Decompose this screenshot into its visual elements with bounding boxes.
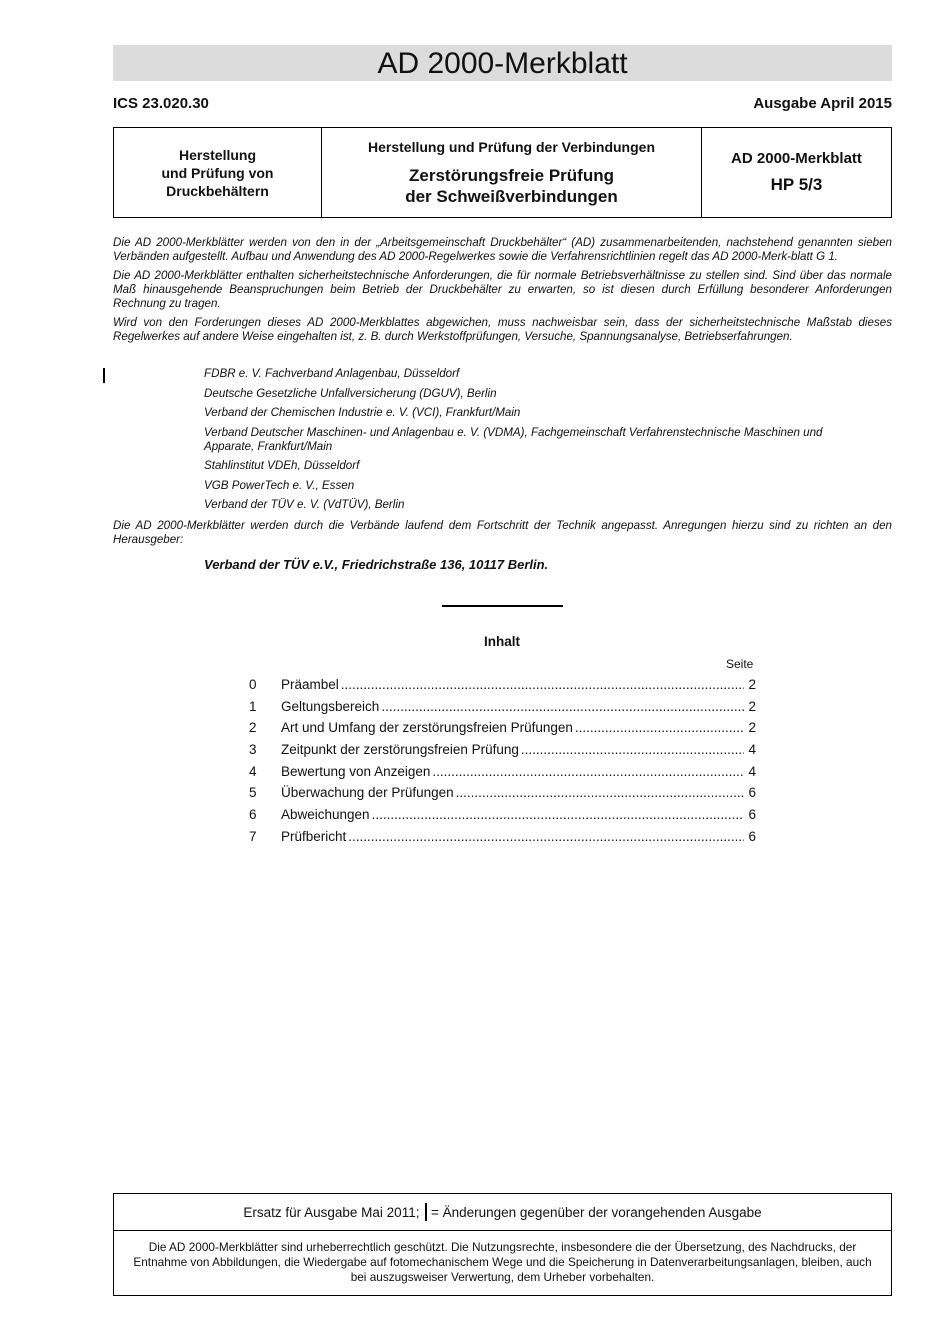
intro-closing: Die AD 2000-Merkblätter werden durch die Verbände laufend dem Fortschritt der Technik angepasst. Anregungen hierzu sind zu richten an den Herausgeber: — [113, 519, 892, 546]
category-line: Druckbehältern — [166, 182, 269, 199]
toc-number: 2 — [249, 720, 257, 736]
toc-leader — [372, 807, 744, 822]
change-marker — [425, 1203, 427, 1221]
toc-number: 7 — [249, 828, 257, 844]
ics-code: ICS 23.020.30 — [113, 95, 209, 112]
toc-number: 0 — [249, 677, 257, 692]
toc-title: Präambel — [281, 677, 339, 692]
subject-title-line: Zerstörungsfreie Prüfung — [409, 165, 614, 185]
intro-paragraph: Die AD 2000-Merkblätter werden von den in der „Arbeitsgemeinschaft Druckbehälter“ (AD) zusammenarbeitenden, nachstehend genannten sieben Verbänden aufgestellt. Aufbau und Anwendung des AD 2000-Regelwerkes sowie die Verfahrensrichtlinien regelt das AD 2000-Merk-blatt G 1. — [113, 236, 892, 263]
toc-number: 4 — [249, 763, 257, 779]
toc-title: Geltungsbereich — [281, 698, 380, 714]
toc-page-label: Seite — [726, 657, 754, 671]
table-of-contents — [249, 677, 756, 851]
toc-entry[interactable] — [249, 677, 756, 699]
sheet-number: HP 5/3 — [770, 175, 823, 194]
toc-title: Art und Umfang der zerstörungsfreien Prüfungen — [281, 720, 573, 736]
subject-title-line: der Schweißverbindungen — [405, 186, 618, 206]
association-item: Verband Deutscher Maschinen- und Anlagenbau e. V. (VDMA), Fachgemeinschaft Verfahrenstechnische Maschinen und Apparate, Frankfurt/Main — [204, 425, 823, 453]
category-line: Herstellung — [178, 146, 256, 163]
toc-entry[interactable] — [249, 764, 756, 786]
sheet-series: AD 2000-Merkblatt — [731, 150, 862, 167]
copyright-note: Die AD 2000-Merkblätter sind urheberrechtlich geschützt. Die Nutzungsrechte, insbesondere die der Übersetzung, des Nachdrucks, der Entnahme von Abbildungen, die Wiedergabe auf fotomechanischem Wege und die Speicherung in Datenverarbeitungsanlagen, bleiben, auch bei auszugsweiser Verwertung, dem Urheber vorbehalten. — [133, 1240, 872, 1284]
toc-title: Überwachung der Prüfungen — [281, 785, 454, 801]
intro-text — [113, 236, 892, 349]
toc-leader — [575, 720, 744, 735]
toc-entry[interactable] — [249, 742, 756, 764]
sheet-id-cell — [702, 128, 891, 217]
toc-title: Zeitpunkt der zerstörungsfreien Prüfung — [281, 742, 519, 758]
separator-line — [442, 605, 563, 607]
category-line: und Prüfung von — [161, 164, 274, 181]
toc-leader — [432, 764, 744, 779]
toc-page: 6 — [748, 807, 756, 823]
toc-entry[interactable] — [249, 699, 756, 721]
toc-page: 2 — [748, 698, 756, 714]
association-list — [204, 367, 884, 518]
toc-number: 1 — [249, 698, 257, 714]
publisher-address: Verband der TÜV e.V., Friedrichstraße 136, 10117 Berlin. — [204, 557, 549, 572]
toc-heading: Inhalt — [484, 634, 520, 649]
toc-page: 6 — [748, 828, 756, 844]
toc-entry[interactable] — [249, 829, 756, 851]
toc-page: 2 — [748, 720, 756, 736]
edition-label: Ausgabe April 2015 — [753, 95, 892, 112]
toc-entry[interactable] — [249, 720, 756, 742]
association-item: Verband der Chemischen Industrie e. V. (VCI), Frankfurt/Main — [204, 406, 521, 419]
footer-box — [113, 1193, 892, 1296]
toc-title: Bewertung von Anzeigen — [281, 763, 431, 779]
association-item: VGB PowerTech e. V., Essen — [204, 478, 355, 492]
toc-title: Prüfbericht — [281, 828, 347, 844]
document-title: AD 2000-Merkblatt — [113, 45, 892, 81]
change-marker — [103, 368, 105, 383]
toc-leader — [521, 742, 744, 757]
toc-entry[interactable] — [249, 807, 756, 829]
toc-page: 2 — [748, 677, 756, 692]
association-item: Deutsche Gesetzliche Unfallversicherung (DGUV), Berlin — [204, 386, 497, 400]
association-item: Stahlinstitut VDEh, Düsseldorf — [204, 459, 360, 472]
category-cell — [114, 128, 322, 217]
toc-page: 6 — [748, 785, 756, 801]
toc-number: 3 — [249, 742, 257, 758]
intro-paragraph: Die AD 2000-Merkblätter enthalten sicherheitstechnische Anforderungen, die für normale Betriebsverhältnisse zu stellen sind. Sind über das normale Maß hinausgehende Beanspruchungen beim Betrieb der Druckbehälter zu erwarten, so ist diesen durch Erfüllung besonderer Anforderungen Rechnung zu tragen. — [113, 269, 892, 310]
toc-number: 5 — [249, 785, 257, 801]
footer-edition-note — [114, 1194, 891, 1231]
toc-title: Abweichungen — [281, 807, 370, 823]
intro-paragraph: Wird von den Forderungen dieses AD 2000-Merkblattes abgewichen, muss nachweisbar sein, dass der sicherheitstechnische Maßstab dieses Regelwerkes auf andere Weise eingehalten ist, z. B. durch Werkstoffprüfungen, Versuche, Spannungsanalyse, Betriebserfahrungen. — [113, 316, 892, 343]
association-item: FDBR e. V. Fachverband Anlagenbau, Düsseldorf — [204, 367, 460, 380]
association-item: Verband der TÜV e. V. (VdTÜV), Berlin — [204, 498, 405, 511]
info-table — [113, 127, 892, 218]
subject-subtitle: Herstellung und Prüfung der Verbindungen — [367, 138, 655, 155]
replacement-note: Ersatz für Ausgabe Mai 2011; — [243, 1204, 420, 1220]
subject-cell — [322, 128, 702, 217]
toc-leader — [381, 699, 744, 714]
toc-leader — [341, 677, 744, 692]
toc-page: 4 — [748, 763, 756, 779]
toc-leader — [348, 829, 744, 844]
toc-entry[interactable] — [249, 785, 756, 807]
toc-leader — [456, 785, 744, 800]
toc-number: 6 — [249, 807, 257, 823]
toc-page: 4 — [748, 742, 756, 758]
changes-note: = Änderungen gegenüber der vorangehenden Ausgabe — [430, 1204, 762, 1220]
